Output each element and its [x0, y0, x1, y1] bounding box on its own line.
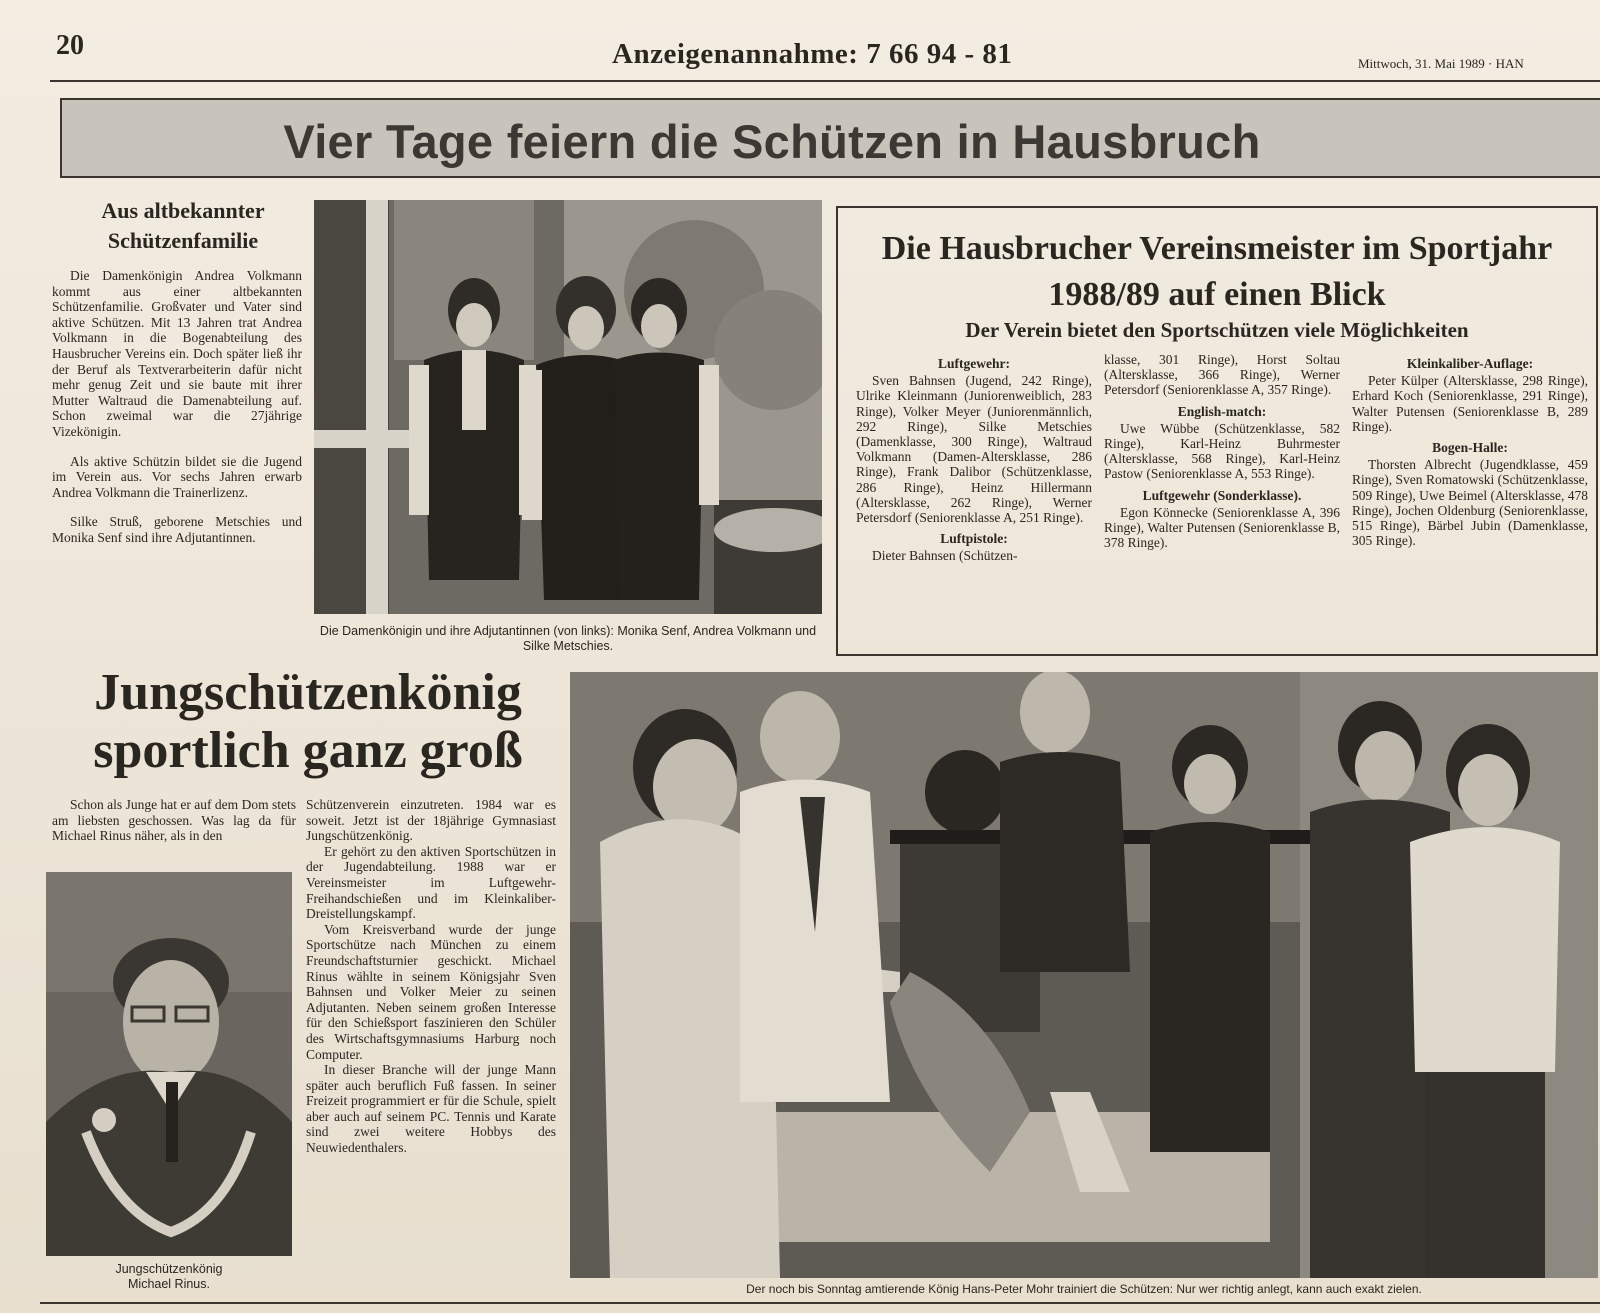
results-category: Bogen-Halle:	[1432, 440, 1508, 456]
banner-title: Vier Tage feiern die Schützen in Hausbruch	[283, 115, 1261, 168]
bottom-rule	[40, 1302, 1600, 1304]
portrait-caption-line-1: Jungschützenkönig	[115, 1262, 223, 1276]
results-column-3	[1352, 352, 1588, 554]
portrait-caption	[46, 1262, 292, 1292]
results-subtitle: Der Verein bietet den Sportschützen viele Möglichkeiten	[965, 318, 1469, 342]
photo-training-group	[570, 672, 1598, 1278]
group-photo-caption: Der noch bis Sonntag amtierende König Hans-Peter Mohr trainiert die Schützen: Nur wer richtig anlegt, kann auch exakt zielen.	[746, 1282, 1422, 1296]
article1-paragraph: Die Damenkönigin Andrea Volkmann kommt aus einer altbekannten Schützenfamilie. Großvater und Vater sind aktive Schützen. Mit 13 Jahren trat Andrea Volkmann in die Bogenabteilung des Hausbrucher Vereins ein. Doch später ließ ihr der Beruf als Textverarbeiterin dafür nicht mehr genug Zeit und sie baute mit ihrer Mutter Waltraud die Damenabteilung auf. Schon zweimal war die 27jährige Vizekönigin.	[52, 268, 302, 439]
results-category: Luftpistole:	[940, 531, 1008, 547]
results-category: Luftgewehr (Sonderklasse).	[1142, 487, 1302, 503]
article2-paragraph: Vom Kreisverband wurde der junge Sportschütze nach München zu einem Freundschaftsturnier geschickt. Michael Rinus wählte in seinem Königsjahr Sven Bahnsen und Volker Meier zu seinen Adjutanten. Neben seinem großen Interesse für den Schießsport faszinieren den Schüler des Wirtschaftsgymnasiums Harburg noch Computer.	[306, 921, 556, 1062]
portrait-caption-line-2: Michael Rinus.	[128, 1277, 210, 1291]
header-rule	[50, 80, 1600, 82]
results-entry: Egon Könnecke (Seniorenklasse A, 396 Ringe), Walter Putensen (Seniorenklasse B, 378 Ringe).	[1104, 504, 1340, 551]
article2-intro	[52, 797, 296, 857]
results-entry: Uwe Wübbe (Schützenklasse, 582 Ringe), Karl-Heinz Buhrmester (Altersklasse, 568 Ringe), Karl-Heinz Pastow (Seniorenklasse A, 553 Ringe).	[1104, 420, 1340, 482]
article2-paragraph: Er gehört zu den aktiven Sportschützen in der Jugendabteilung. 1988 war er Vereinsmeister im Luftgewehr-Freihandschießen und im Kleinkaliber-Dreistellungskampf.	[306, 843, 556, 922]
photo-jungschuetzenkoenig	[46, 872, 292, 1256]
results-category: Kleinkaliber-Auflage:	[1406, 356, 1534, 371]
article2-paragraph: In dieser Branche will der junge Mann später auch beruflich Fuß fassen. In seiner Freizeit programmiert er für die Schule, spielt aber auch auf seinem PC. Tennis und Karate sind zwei weitere Hobbys des Neuwiedenthalers.	[306, 1062, 556, 1156]
ad-phone-line: Anzeigenannahme: 7 66 94 - 81	[612, 38, 1013, 70]
article1-paragraph: Silke Struß, geborene Metschies und Monika Senf sind ihre Adjutantinnen.	[52, 514, 302, 545]
article1-headline: Aus altbekannter Schützenfamilie	[101, 198, 265, 253]
results-column-2	[1104, 352, 1340, 556]
results-entry: klasse, 301 Ringe), Horst Soltau (Altersklasse, 366 Ringe), Werner Petersdorf (Seniorenklasse A, 357 Ringe).	[1104, 352, 1340, 398]
article1-body	[52, 268, 302, 560]
article2-paragraph: Schützenverein einzutreten. 1984 war es soweit. Jetzt ist der 18jährige Gymnasiast Jungschützenkönig.	[306, 797, 556, 844]
article2-headline: Jungschützenkönig sportlich ganz groß	[93, 664, 523, 779]
results-entry: Peter Külper (Altersklasse, 298 Ringe), Erhard Koch (Seniorenklasse, 291 Ringe), Walter Putensen (Seniorenklasse B, 289 Ringe).	[1352, 373, 1588, 434]
article1-paragraph: Als aktive Schützin bildet sie die Jugend im Verein aus. Vor sechs Jahren erwarb Andrea Volkmann die Trainerlizenz.	[52, 453, 302, 500]
page-number: 20	[56, 30, 84, 61]
results-entry: Dieter Bahnsen (Schützen-	[872, 548, 1018, 564]
photo-damenkoenigin-caption: Die Damenkönigin und ihre Adjutantinnen (von links): Monika Senf, Andrea Volkmann und Silke Metschies.	[319, 624, 817, 653]
results-category: English-match:	[1177, 403, 1267, 419]
results-entry: Thorsten Albrecht (Jugendklasse, 459 Ringe), Sven Romatowski (Schützenklasse, 509 Ringe), Uwe Beimel (Altersklasse, 478 Ringe), Jochen Oldenburg (Seniorenklasse, 515 Ringe), Bärbel Jubin (Damenklasse, 305 Ringe).	[1352, 457, 1588, 549]
results-title: Die Hausbrucher Vereinsmeister im Sportjahr 1988/89 auf einen Blick	[881, 230, 1553, 313]
results-column-1	[856, 352, 1092, 570]
results-entry: Sven Bahnsen (Jugend, 242 Ringe), Ulrike Kleinmann (Juniorenweiblich, 283 Ringe), Volker Meyer (Juniorenmännlich, 292 Ringe), Silke Metschies (Damenklasse, 300 Ringe), Waltraud Volkmann (Damen-Altersklasse, 286 Ringe), Frank Dalibor (Schützenklasse, 286 Ringe), Heinz Hillermann (Altersklasse, 262 Ringe), Werner Petersdorf (Seniorenklasse A, 251 Ringe).	[856, 373, 1092, 526]
article2-intro-text: Schon als Junge hat er auf dem Dom stets am liebsten geschossen. Was lag da für Michael Rinus näher, als in den	[52, 797, 296, 844]
photo-damenkoenigin	[314, 200, 822, 614]
results-category: Luftgewehr:	[938, 356, 1010, 371]
banner-box	[60, 98, 1600, 178]
article2-body	[306, 797, 556, 1156]
dateline: Mittwoch, 31. Mai 1989 · HAN	[1358, 56, 1524, 71]
